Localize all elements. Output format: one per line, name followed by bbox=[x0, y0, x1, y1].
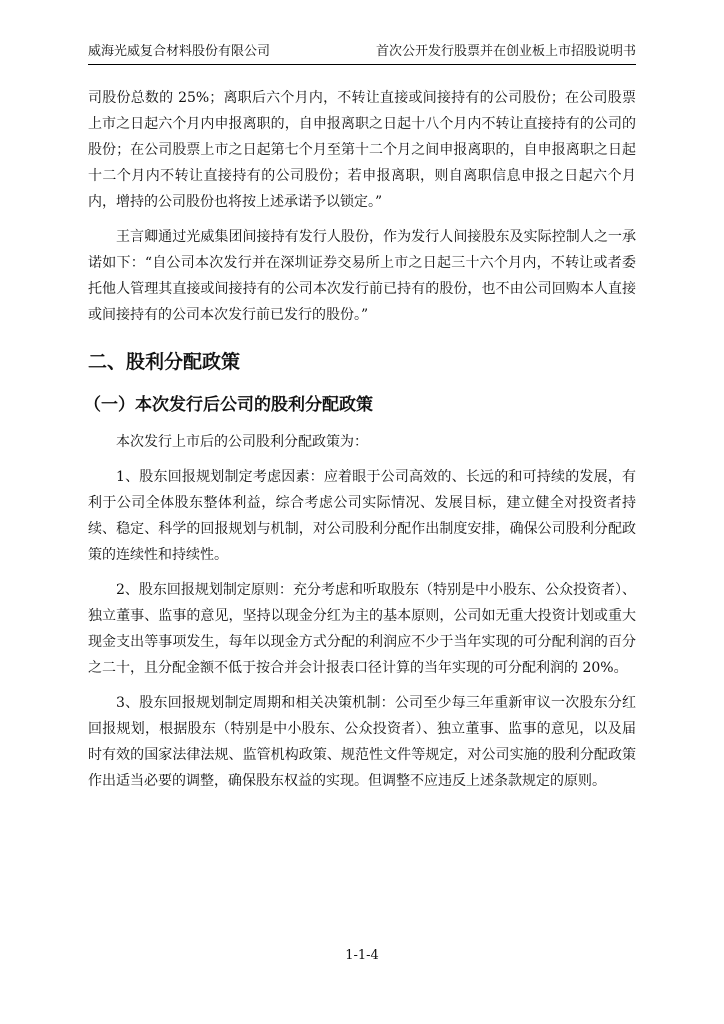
header-document-title: 首次公开发行股票并在创业板上市招股说明书 bbox=[375, 44, 636, 59]
paragraph-wang-yanqing-commitment: 王言卿通过光威集团间接持有发行人股份，作为发行人间接股东及实际控制人之一承诺如下：“自公司本次发行并在深圳证券交易所上市之日起三十六个月内，不转让或者委托他人管理其直接或间接持有的公司本次发行前已持有的股份，也不由公司回购本人直接或间接持有的公司本次发行前已发行的股份。” bbox=[88, 229, 636, 323]
page-header bbox=[88, 40, 636, 65]
subsection-heading: （一）本次发行后公司的股利分配政策 bbox=[84, 395, 373, 415]
paragraph-policy-item-2: 2、股东回报规划制定原则：充分考虑和听取股东（特别是中小股东、公众投资者）、独立董事、监事的意见，坚持以现金分红为主的基本原则，公司如无重大投资计划或重大现金支出等事项发生，每年以现金方式分配的利润应不少于当年实现的可分配利润的百分之二十，且分配金额不低于按合并会计报表口径计算的当年实现的可分配利润的 20%。 bbox=[88, 582, 636, 676]
header-company-name: 威海光威复合材料股份有限公司 bbox=[88, 44, 271, 59]
paragraph-policy-item-3: 3、股东回报规划制定周期和相关决策机制：公司至少每三年重新审议一次股东分红回报规划，根据股东（特别是中小股东、公众投资者）、独立董事、监事的意见，以及届时有效的国家法律法规、监管机构政策、规范性文件等规定，对公司实施的股利分配政策作出适当必要的调整，确保股东权益的实现。但调整不应违反上述条款规定的原则。 bbox=[88, 695, 636, 789]
section-heading: 二、股利分配政策 bbox=[88, 351, 241, 373]
document-body bbox=[84, 85, 636, 794]
paragraph-policy-item-1: 1、股东回报规划制定考虑因素：应着眼于公司高效的、长远的和可持续的发展，有利于公司全体股东整体利益，综合考虑公司实际情况、发展目标，建立健全对投资者持续、稳定、科学的回报规划与机制，对公司股利分配作出制度安排，确保公司股利分配政策的连续性和持续性。 bbox=[88, 469, 636, 563]
paragraph-policy-intro: 本次发行上市后的公司股利分配政策为： bbox=[116, 434, 368, 450]
paragraph-lockup-continuation: 司股份总数的 25%；离职后六个月内，不转让直接或间接持有的公司股份；在公司股票上市之日起六个月内申报离职的，自申报离职之日起十八个月内不转让直接持有的公司的股份；在公司股票上市之日起第七个月至第十二个月之间申报离职的，自申报离职之日起十二个月内不转让直接持有的公司股份；若申报离职，则自离职信息申报之日起六个月内，增持的公司股份也将按上述承诺予以锁定。” bbox=[88, 90, 636, 210]
page-number: 1-1-4 bbox=[345, 948, 379, 963]
